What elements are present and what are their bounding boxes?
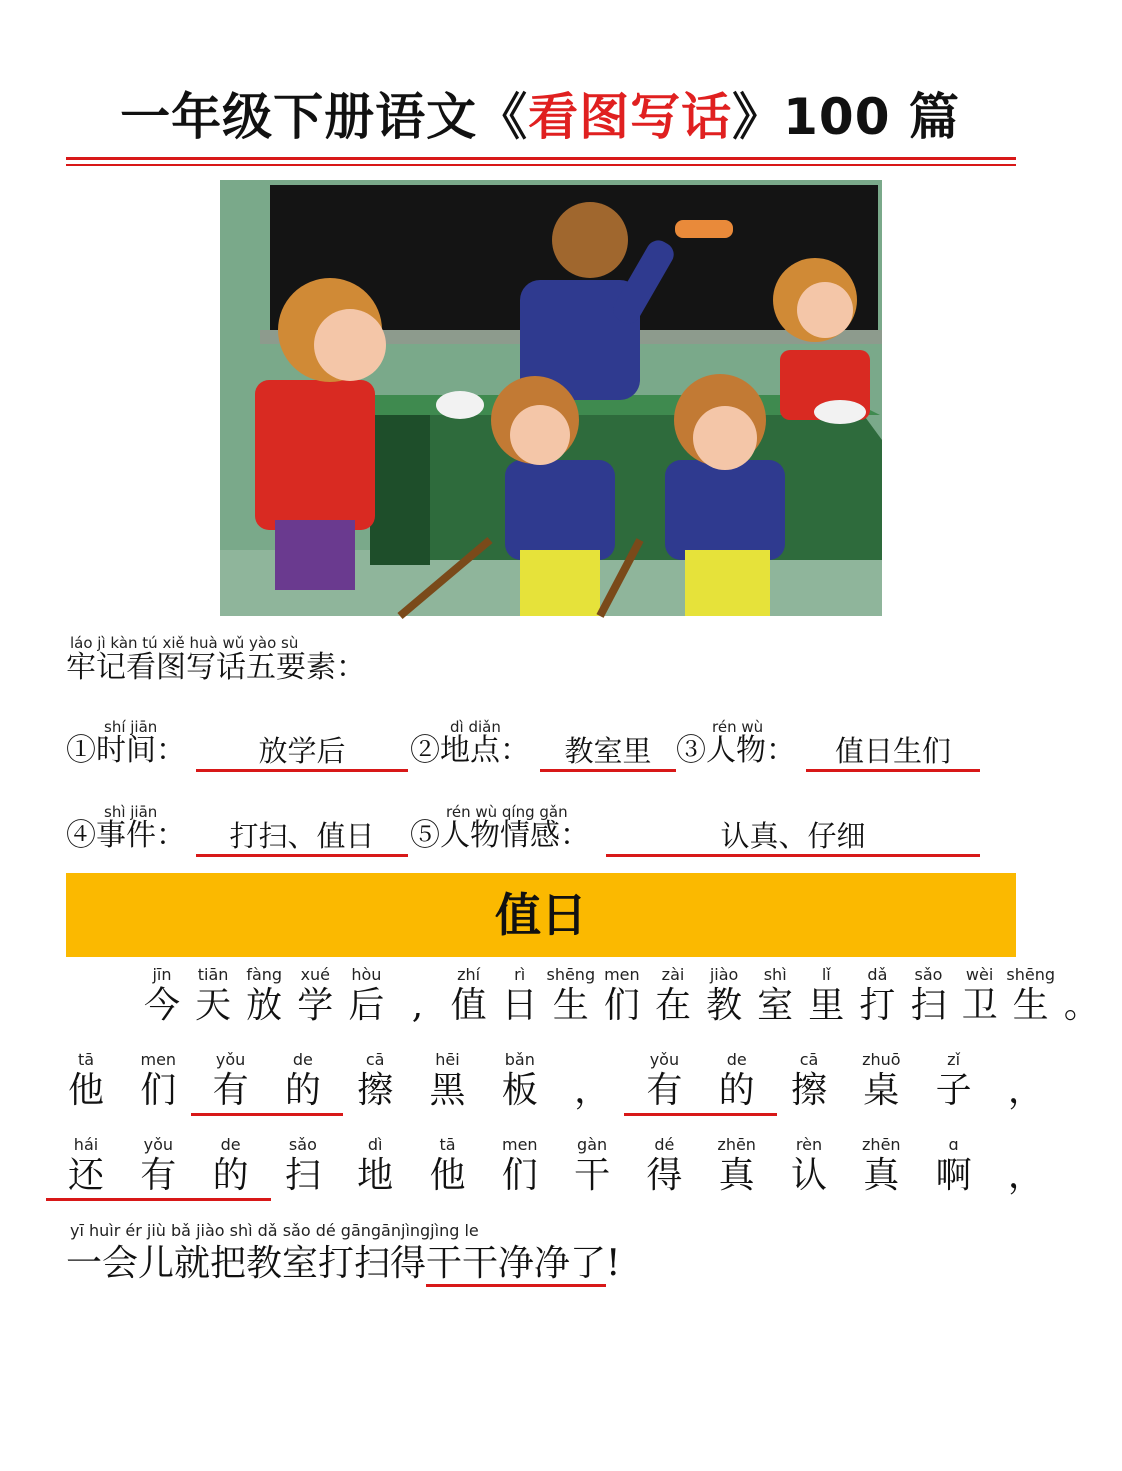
story-char-hanzi: 后 <box>348 985 385 1026</box>
story-char-hanzi: 他 <box>429 1155 466 1196</box>
title-prefix: 一年级下册语文《 <box>120 88 529 146</box>
place-label: ②地点： <box>410 733 530 768</box>
story-char <box>697 1136 777 1198</box>
classroom-illustration <box>220 180 882 616</box>
story-char-pinyin <box>1042 966 1122 984</box>
elements-heading-pinyin: láo jì kàn tú xiě huà wǔ yào sù <box>70 634 299 652</box>
story-char-pinyin: men <box>140 1050 177 1069</box>
story-char-hanzi: 有 <box>624 1069 704 1116</box>
story-char-pinyin: shì <box>763 965 787 984</box>
story-char <box>841 1136 921 1198</box>
story-char <box>697 1051 777 1116</box>
story-char-pinyin <box>986 1136 1066 1154</box>
story-char-hanzi: 真 <box>718 1155 755 1196</box>
story-char-hanzi: 扫 <box>284 1155 321 1196</box>
feeling-label: ⑤人物情感： <box>410 818 590 853</box>
people-underline <box>806 769 980 772</box>
story-char-hanzi: 们 <box>603 985 640 1026</box>
story-char-hanzi: 的 <box>697 1069 777 1116</box>
story-char-hanzi: 有 <box>118 1154 198 1201</box>
story-line-4-text: 一会儿就把教室打扫得 <box>66 1243 427 1284</box>
story-char-hanzi: 的 <box>263 1069 343 1116</box>
story-char-hanzi: 在 <box>654 985 691 1026</box>
story-char-hanzi: 桌 <box>863 1070 900 1111</box>
title-suffix: 》100 篇 <box>732 88 960 146</box>
story-char-pinyin: tiān <box>197 965 229 984</box>
boy-sweeping-1 <box>505 460 615 560</box>
story-char-pinyin: zhēn <box>862 1135 901 1154</box>
elements-heading: 牢记看图写话五要素： <box>66 650 366 685</box>
story-char-hanzi: 真 <box>863 1155 900 1196</box>
story-char <box>263 1051 343 1116</box>
story-char-pinyin: rèn <box>795 1135 823 1154</box>
story-char-hanzi: 今 <box>143 985 180 1026</box>
story-char <box>335 1051 415 1113</box>
event-pinyin: shì jiān <box>104 803 158 821</box>
time-answer: 放学后 <box>258 734 346 768</box>
story-char <box>408 1051 488 1113</box>
time-underline <box>196 769 408 772</box>
story-char <box>46 1136 126 1201</box>
story-char-pinyin: sǎo <box>288 1135 317 1154</box>
story-char-pinyin: men <box>502 1135 538 1154</box>
feeling-underline <box>606 854 980 857</box>
story-line-4-end: ! <box>606 1243 621 1284</box>
story-char-hanzi: 扫 <box>910 985 947 1026</box>
story-char-hanzi: 子 <box>935 1070 972 1111</box>
title-divider-bottom <box>66 164 1016 166</box>
story-char-hanzi: 们 <box>501 1155 538 1196</box>
feeling-answer: 认真、仔细 <box>720 819 866 853</box>
story-char <box>552 1051 632 1113</box>
story-char-pinyin: dǎ <box>867 965 888 984</box>
story-char-pinyin: zhuō <box>862 1050 901 1069</box>
story-char-pinyin: shēng <box>546 965 596 984</box>
story-char-hanzi: 生 <box>1012 985 1049 1026</box>
story-char-pinyin: de <box>292 1050 313 1069</box>
time-pinyin: shí jiān <box>104 718 158 736</box>
story-char-hanzi: ， <box>1007 1155 1044 1196</box>
story-char-pinyin: zǐ <box>947 1050 961 1069</box>
story-char-pinyin: dé <box>654 1135 675 1154</box>
story-char-pinyin: yǒu <box>649 1050 680 1069</box>
story-char-hanzi: ， <box>574 1070 611 1111</box>
story-char-hanzi: 的 <box>191 1154 271 1201</box>
story-char-hanzi: 还 <box>46 1154 126 1201</box>
story-char-pinyin: sǎo <box>914 965 943 984</box>
story-char <box>118 1136 198 1201</box>
story-char-pinyin: gàn <box>577 1135 608 1154</box>
title-highlight: 看图写话 <box>528 88 733 146</box>
story-line-4-highlight: 干干净净了 <box>426 1243 606 1287</box>
story-char-pinyin: cā <box>799 1050 819 1069</box>
people-pinyin: rén wù <box>712 718 764 736</box>
story-char-hanzi: 干 <box>574 1155 611 1196</box>
story-char <box>624 1136 704 1198</box>
story-char-pinyin: bǎn <box>504 1050 535 1069</box>
eraser <box>675 220 733 238</box>
story-char-hanzi: 里 <box>808 985 845 1026</box>
story-char-pinyin: tā <box>77 1050 95 1069</box>
story-char-pinyin: yǒu <box>215 1050 246 1069</box>
story-line-4 <box>66 1242 621 1286</box>
story-char-hanzi: 地 <box>357 1155 394 1196</box>
story-char-hanzi: 室 <box>757 985 794 1026</box>
story-char-hanzi: 卫 <box>961 985 998 1026</box>
story-char <box>769 1051 849 1113</box>
people-label: ③人物： <box>676 733 796 768</box>
story-char-hanzi: 生 <box>552 985 589 1026</box>
story-char-pinyin: hòu <box>351 965 382 984</box>
story-char-pinyin: yǒu <box>143 1135 173 1154</box>
story-char <box>841 1051 921 1113</box>
event-underline <box>196 854 408 857</box>
story-char-pinyin: men <box>604 965 640 984</box>
story-char-pinyin: lǐ <box>821 965 831 984</box>
girl-left <box>255 380 375 530</box>
story-char-hanzi: 值 <box>450 985 487 1026</box>
story-char <box>263 1136 343 1198</box>
story-char-pinyin: jiào <box>709 965 739 984</box>
story-char-hanzi: 板 <box>501 1070 538 1111</box>
story-char-pinyin: zhí <box>457 965 481 984</box>
desk <box>370 410 882 560</box>
story-char-pinyin <box>986 1051 1066 1069</box>
story-char <box>335 1136 415 1198</box>
story-char <box>986 1136 1066 1198</box>
story-char-hanzi: 得 <box>646 1155 683 1196</box>
story-char-pinyin: ɑ <box>948 1135 959 1154</box>
story-char <box>986 1051 1066 1113</box>
event-answer: 打扫、值日 <box>229 819 375 853</box>
story-char-pinyin: fàng <box>246 965 283 984</box>
story-char-hanzi: 他 <box>67 1070 104 1111</box>
story-char <box>769 1136 849 1198</box>
story-char <box>480 1136 560 1198</box>
story-char-pinyin: tā <box>439 1135 456 1154</box>
story-char-pinyin: hēi <box>435 1050 460 1069</box>
story-char-hanzi: , <box>411 985 424 1026</box>
story-char-hanzi: 教 <box>706 985 743 1026</box>
story-char-hanzi: 打 <box>859 985 896 1026</box>
story-char-hanzi: 日 <box>501 985 538 1026</box>
story-char-hanzi: 天 <box>195 985 232 1026</box>
place-answer: 教室里 <box>564 734 652 768</box>
story-char-hanzi: 放 <box>246 985 283 1026</box>
story-char-pinyin: cā <box>365 1050 385 1069</box>
story-char-pinyin: jīn <box>152 965 172 984</box>
story-char-hanzi: 擦 <box>790 1070 827 1111</box>
story-char <box>1042 966 1122 1028</box>
people-answer: 值日生们 <box>834 734 951 768</box>
story-char-hanzi: 学 <box>297 985 334 1026</box>
place-underline <box>540 769 676 772</box>
story-char-pinyin: zài <box>661 965 685 984</box>
story-char-pinyin <box>552 1051 632 1069</box>
story-char-hanzi: 们 <box>140 1070 177 1111</box>
story-char-hanzi: 黑 <box>429 1070 466 1111</box>
story-char-hanzi: 。 <box>1063 985 1100 1026</box>
story-char-pinyin: rì <box>514 965 526 984</box>
title-divider-top <box>66 157 1016 160</box>
story-char <box>624 1051 704 1116</box>
story-char-pinyin: dì <box>367 1135 383 1154</box>
story-char-pinyin: zhēn <box>717 1135 756 1154</box>
story-char <box>914 1051 994 1113</box>
story-title-banner: 值日 <box>66 873 1016 957</box>
story-char-hanzi: 有 <box>191 1069 271 1116</box>
place-pinyin: dì diǎn <box>450 718 501 736</box>
time-label: ①时间： <box>66 733 186 768</box>
boy-sweeping-2 <box>665 460 785 560</box>
story-line-4-pinyin: yī huìr ér jiù bǎ jiào shì dǎ sǎo dé gāngānjìngjìng le <box>70 1221 479 1240</box>
story-char <box>191 1051 271 1116</box>
story-char-pinyin: hái <box>73 1135 99 1154</box>
event-label: ④事件： <box>66 818 186 853</box>
story-char <box>408 1136 488 1198</box>
story-char-hanzi: 擦 <box>357 1070 394 1111</box>
story-char <box>191 1136 271 1201</box>
story-char-pinyin: shēng <box>1006 965 1055 984</box>
story-char <box>118 1051 198 1113</box>
story-char-hanzi: 认 <box>790 1155 827 1196</box>
story-char-pinyin: xué <box>300 965 331 984</box>
story-char <box>914 1136 994 1198</box>
story-char-hanzi: ， <box>1007 1070 1044 1111</box>
story-char-hanzi: 啊 <box>935 1155 972 1196</box>
feeling-pinyin: rén wù qíng gǎn <box>446 803 568 821</box>
story-char <box>46 1051 126 1113</box>
story-char <box>480 1051 560 1113</box>
story-char-pinyin: wèi <box>965 965 994 984</box>
page-title <box>0 82 1080 152</box>
story-char-pinyin: de <box>220 1135 241 1154</box>
story-char-pinyin: de <box>726 1050 747 1069</box>
story-char <box>552 1136 632 1198</box>
